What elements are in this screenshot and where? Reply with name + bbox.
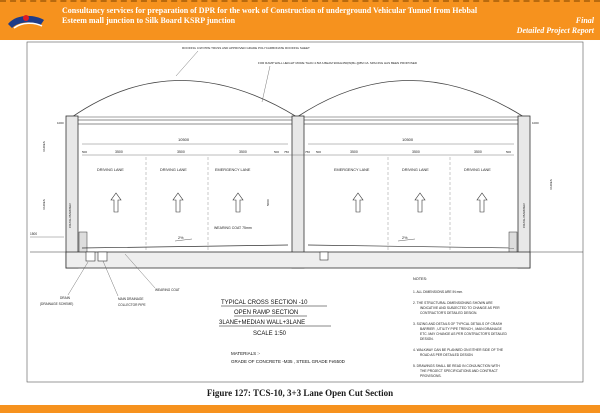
road-surface-left (82, 245, 288, 248)
left-wall (66, 116, 78, 268)
arrow-up-4 (353, 193, 363, 212)
note-2b: INDICATIVE AND SUBJECTED TO CHANGE AS PER (420, 306, 500, 310)
drain-box-1 (86, 252, 95, 261)
arrow-up-5 (415, 193, 425, 212)
status-line2: Detailed Project Report (516, 26, 594, 35)
dim-lane-6: 3500 (474, 150, 482, 154)
report-status (517, 16, 594, 36)
dim-varies-mid: VARIES (42, 199, 46, 210)
note-3c: ETC. MAY CHANGE AS PER CONTRACTOR'S DETAILED (420, 332, 507, 336)
note-3b: BARRIER , UTILITY PIPE TRENCH , MAIN DRAINAGE (420, 327, 502, 331)
dim-lane-4: 3500 (350, 150, 358, 154)
dim-wall-depth: 1500 (30, 232, 38, 236)
dim-median-d: 500 (316, 150, 322, 154)
dim-median-c: 750 (305, 150, 311, 154)
materials-label: MATERIALS :- (231, 351, 261, 356)
title-line-2: OPEN RAMP SECTION (234, 310, 299, 316)
dim-median-a: 500 (274, 150, 280, 154)
status-line1: Final (575, 16, 594, 25)
dim-wall-height: 5000 (266, 199, 270, 206)
title-scale: SCALE 1:50 (253, 331, 287, 337)
arrow-up-2 (173, 193, 183, 212)
note-1: 1. ALL DIMENSIONS ARE IN mm. (413, 290, 464, 294)
drain-box-3 (320, 252, 328, 260)
figure-caption: Figure 127: TCS-10, 3+3 Lane Open Cut Section (206, 388, 394, 398)
page-header (0, 0, 600, 40)
dim-median-b: 750 (284, 150, 290, 154)
crash-barrier-right-label: CRASH BARRIER (522, 203, 526, 228)
dim-lane-1: 3500 (115, 150, 123, 154)
dim-lane-3: 3500 (239, 150, 247, 154)
dim-overall-left: 10500 (178, 137, 190, 142)
dim-shoulder-left: 500 (82, 150, 88, 154)
note-4b: ROAD AS PER DETAILED DESIGN (420, 353, 473, 357)
annotation-ramp-wall: FOR RAMP WALL HEIGHT MORE THAN 4.5M A BEAM 900Hx450(W)Bs @8M C/L SPACING HAS BEEN PROPOSED (258, 61, 418, 65)
roof-arch-right (297, 81, 524, 118)
callout-collector-pipe: COLLECTOR PIPE (118, 303, 146, 307)
lane-label-driving-2: DRIVING LANE (160, 168, 187, 172)
crash-barrier-left-label: CRASH BARRIER (68, 203, 72, 228)
title-line-3: 3LANE+MEDIAN WALL+3LANE (219, 320, 306, 326)
note-5b: THE PROJECT SPECIFICATIONS AND CONTRACT (420, 369, 498, 373)
note-2a: 2. THE STRUCTURAL DIMENSIONING SHOWN ARE (413, 301, 493, 305)
note-2c: CONTRACTOR'S DETAILED DESIGN. (420, 311, 478, 315)
callout-wearing-coat: WEARING COAT (155, 288, 180, 292)
lane-label-emergency-right: EMERGENCY LANE (334, 168, 370, 172)
lane-label-driving-4: DRIVING LANE (464, 168, 491, 172)
cross-section-drawing (0, 40, 600, 385)
dim-varies-top: VARIES (42, 141, 46, 152)
lane-label-emergency-left: EMERGENCY LANE (215, 168, 251, 172)
arrow-up-1 (111, 193, 121, 212)
callout-drain: DRAIN (60, 296, 70, 300)
page-footer-bar (0, 405, 600, 413)
arrow-up-3 (233, 193, 243, 212)
dim-top-right: 1000 (532, 121, 539, 125)
drawing-frame (27, 42, 583, 382)
dim-varies-right: VARIES (549, 179, 553, 190)
note-5c: PROVISIONS. (420, 374, 442, 378)
wearing-coat-label: WEARING COAT 75mm (214, 226, 252, 230)
dim-overall-right: 10500 (402, 137, 414, 142)
document-title: Consultancy services for preparation of DPR for the work of Construction of underground Vehicular Tunnel from Hebbal Esteem mall junction to Silk Board KSRP junction (62, 6, 478, 25)
note-3a: 3. SIZING AND DETAILS OF TYPICAL DETAILS OF CRASH (413, 322, 503, 326)
note-3d: DESIGN. (420, 337, 434, 341)
organization-logo (4, 8, 48, 36)
drain-box-2 (98, 252, 107, 261)
roof-arch-left (72, 81, 297, 118)
notes-heading: NOTES: (413, 277, 428, 281)
dim-shoulder-right: 500 (506, 150, 512, 154)
note-5a: 5. DRAWINGS SHALL BE READ IN CONJUNCTION WITH (413, 364, 500, 368)
right-wall (518, 116, 530, 268)
materials-value: GRADE OF CONCRETE -M35 , STEEL GRADE Fe550D (231, 359, 345, 364)
dim-top-left: 1000 (57, 121, 64, 125)
callout-drainage-scheme: (DRAINAGE SCHEME) (40, 302, 74, 306)
title-line-1: TYPICAL CROSS SECTION -10 (221, 300, 308, 306)
leader-ramp-wall (262, 66, 270, 102)
dim-lane-2: 3500 (177, 150, 185, 154)
lane-label-driving-3: DRIVING LANE (402, 168, 429, 172)
slope-left: 2% (178, 236, 184, 240)
road-surface-right (308, 245, 514, 248)
arrow-up-6 (477, 193, 487, 212)
base-slab (66, 252, 530, 268)
note-4a: 4. WALKWAY CAN BE PLANNED ON EITHER SIDE OF THE (413, 348, 504, 352)
leader-roof (176, 51, 198, 76)
lane-label-driving-1: DRIVING LANE (97, 168, 124, 172)
dim-lane-5: 3500 (412, 150, 420, 154)
median-wall (292, 116, 304, 268)
annotation-roof: ROOFING C/W PIPE TRUSS AND APPROVED GRADE POLYCARBONATE ROOFING SHEET (182, 46, 310, 50)
slope-right: 2% (402, 236, 408, 240)
callout-main-drainage: MAIN DRAINAGE (118, 297, 144, 301)
